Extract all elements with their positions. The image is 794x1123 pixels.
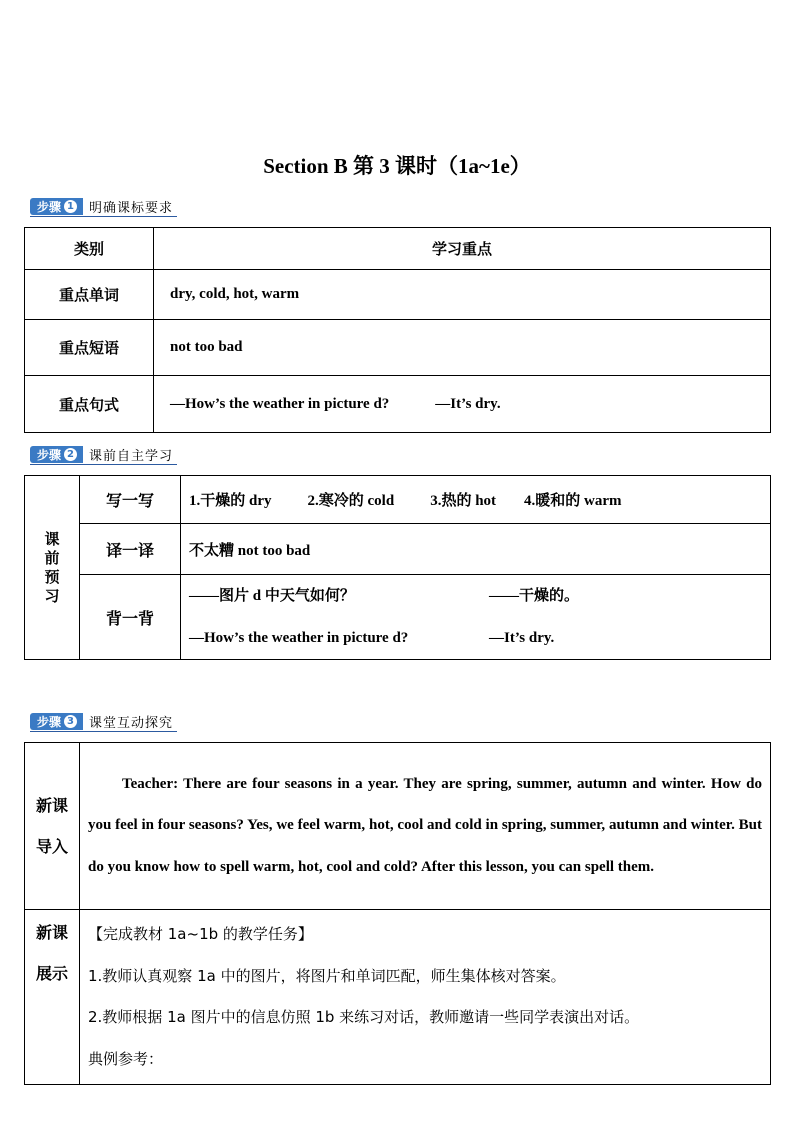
header-key-points: 学习重点 xyxy=(154,228,771,270)
table-row xyxy=(25,524,771,575)
row-label: 译一译 xyxy=(80,524,181,575)
table-row xyxy=(25,376,771,433)
vocab-item: 3.热的 hot xyxy=(430,493,497,509)
table-row xyxy=(25,270,771,320)
vocab-item: 2.寒冷的 cold xyxy=(307,493,395,509)
step-title: 明确课标要求 xyxy=(89,201,174,216)
key-points-table xyxy=(24,227,771,433)
side-label-preview: 课前预习 xyxy=(25,476,80,660)
row-value: not too bad xyxy=(154,320,771,376)
sentence-question: —How’s the weather in picture d? xyxy=(170,395,390,412)
row-value xyxy=(181,476,771,524)
row-label: 重点单词 xyxy=(25,270,154,320)
step-tag xyxy=(30,198,83,215)
table-row xyxy=(25,320,771,376)
step-tag-label: 步骤 xyxy=(37,448,62,462)
dialogue-line: ——图片 d 中天气如何？ xyxy=(189,588,355,604)
step-number-icon: 2 xyxy=(64,448,77,461)
table-row xyxy=(25,575,771,660)
step-heading-3 xyxy=(30,712,177,732)
page-title: Section B 第 3 课时（1a~1e） xyxy=(263,154,531,178)
intro-paragraph xyxy=(80,743,771,910)
task-step: 2.教师根据 1a 图片中的信息仿照 1b 来练习对话，教师邀请一些同学表演出对话。 xyxy=(88,1008,640,1026)
step-tag xyxy=(30,446,83,463)
show-content xyxy=(80,910,771,1085)
row-label: 重点句式 xyxy=(25,376,154,433)
row-label: 背一背 xyxy=(80,575,181,660)
preview-table xyxy=(24,475,771,660)
step-title: 课前自主学习 xyxy=(89,449,174,464)
dialogue-line: —It’s dry. xyxy=(489,630,555,646)
classroom-table xyxy=(24,742,771,1085)
sentence-answer: —It’s dry. xyxy=(435,395,501,412)
example-label: 典例参考： xyxy=(88,1049,164,1068)
step-title: 课堂互动探究 xyxy=(89,716,174,731)
table-row xyxy=(25,476,771,524)
step-heading-2 xyxy=(30,445,177,465)
row-value xyxy=(181,575,771,660)
row-value xyxy=(154,376,771,433)
table-row xyxy=(25,910,771,1085)
row-label: 写一写 xyxy=(80,476,181,524)
intro-text: Teacher: There are four seasons in a year. They are spring, summer, autumn and winter. How do you feel in four seasons? Yes, we feel warm, hot, cool and cold in spring, summer, autumn and winter. But do you know how to spell warm, hot, cool and cold? After this lesson, you can spell them. xyxy=(88,775,762,875)
step-heading-1 xyxy=(30,197,177,217)
header-category: 类别 xyxy=(25,228,154,270)
vocab-item: 1.干燥的 dry xyxy=(189,493,272,509)
table-header-row xyxy=(25,228,771,270)
task-heading: 【完成教材 1a~1b 的教学任务】 xyxy=(88,925,313,943)
step-number-icon: 3 xyxy=(64,715,77,728)
step-tag xyxy=(30,713,83,730)
row-value: dry, cold, hot, warm xyxy=(154,270,771,320)
dialogue-line: ——干燥的。 xyxy=(489,588,580,604)
step-tag-label: 步骤 xyxy=(37,200,62,214)
dialogue-line: —How’s the weather in picture d? xyxy=(189,630,409,646)
vocab-item: 4.暖和的 warm xyxy=(524,493,622,509)
step-number-icon: 1 xyxy=(64,200,77,213)
step-tag-label: 步骤 xyxy=(37,715,62,729)
task-step: 1.教师认真观察 1a 中的图片，将图片和单词匹配，师生集体核对答案。 xyxy=(88,966,566,985)
row-label: 重点短语 xyxy=(25,320,154,376)
row-label-intro: 新课导入 xyxy=(25,743,80,910)
row-value: 不太糟 not too bad xyxy=(181,524,771,575)
row-label-show: 新课展示 xyxy=(25,910,80,1085)
table-row xyxy=(25,743,771,910)
